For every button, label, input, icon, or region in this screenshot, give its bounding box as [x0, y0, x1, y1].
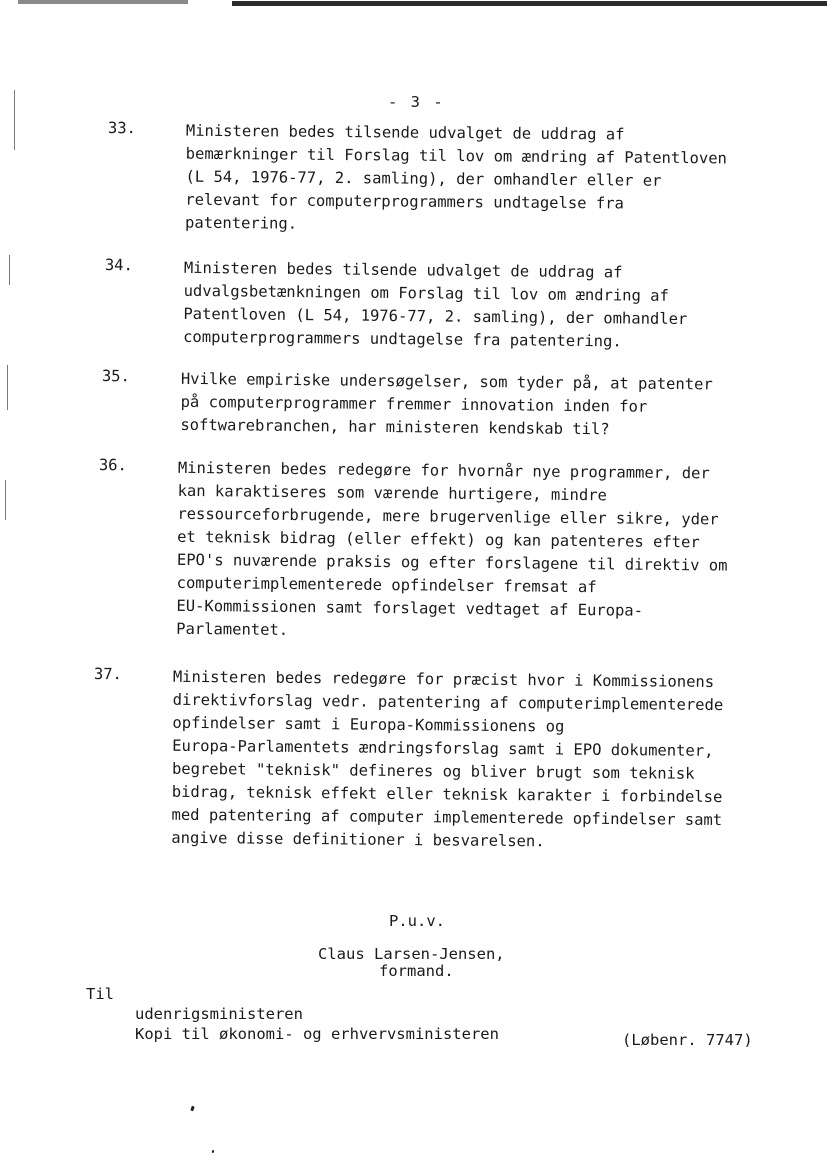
- text-line: bidrag, teknisk effekt eller teknisk karakter i forbindelse: [171, 782, 723, 807]
- signature-title: formand.: [379, 962, 454, 980]
- question-text: [176, 457, 728, 647]
- scan-edge-left: [18, 0, 188, 4]
- recipient-label: Til: [86, 985, 114, 1003]
- text-line: EU-Kommissionen samt forslaget vedtaget af Europa-: [176, 596, 644, 620]
- question-text: [183, 257, 688, 354]
- text-line: med patentering af computer implementerede opfindelser samt: [171, 805, 723, 830]
- text-line: (L 54, 1976-77, 2. samling), der omhandler eller er: [185, 167, 662, 190]
- text-line: et teknisk bidrag (eller effekt) og kan patenteres efter: [177, 527, 700, 552]
- text-line: EPO's nuværende praksis og efter forslagene til direktiv om: [176, 550, 728, 575]
- text-line: relevant for computerprogrammers undtagelse fra: [185, 190, 624, 213]
- scan-speck: [190, 1106, 195, 1112]
- scan-top-edge: [0, 0, 827, 7]
- text-line: angive disse definitioner i besvarelsen.: [171, 828, 545, 851]
- text-line: bemærkninger til Forslag til lov om ændring af Patentloven: [185, 144, 728, 168]
- signature-puv: P.u.v.: [389, 912, 445, 930]
- question-number: 37.: [93, 665, 122, 684]
- text-line: på computerprogrammer fremmer innovation inden for: [180, 392, 648, 416]
- question-number: 35.: [101, 367, 130, 386]
- text-line: Patentloven (L 54, 1976-77, 2. samling), der omhandler: [183, 304, 688, 329]
- text-line: Ministeren bedes tilsende udvalget de uddrag af: [185, 121, 625, 144]
- text-line: ressourceforbrugende, mere brugervenlige eller sikre, yder: [177, 504, 719, 529]
- text-line: opfindelser samt i Europa-Kommissionens og: [172, 713, 565, 736]
- text-line: Europa-Parlamentets ændringsforslag samt i EPO dokumenter,: [172, 736, 714, 760]
- question-text: [185, 120, 727, 240]
- question-number: 33.: [107, 119, 136, 138]
- text-line: softwarebranchen, har ministeren kendskab til?: [180, 415, 610, 439]
- question-text: [171, 666, 723, 855]
- text-line: kan karaktiseres som værende hurtigere, mindre: [177, 481, 607, 505]
- scan-edge-right: [232, 1, 827, 6]
- text-line: Ministeren bedes tilsende udvalget de uddrag af: [183, 258, 623, 282]
- scan-margin-mark: [14, 90, 15, 150]
- question-number: 36.: [98, 456, 127, 475]
- page-number: - 3 -: [388, 93, 445, 111]
- scan-margin-mark: [7, 365, 8, 410]
- recipient-copy: Kopi til økonomi- og erhvervsministeren: [135, 1025, 499, 1043]
- signature-name: Claus Larsen-Jensen,: [318, 945, 505, 963]
- scan-speck: [212, 1150, 215, 1154]
- scan-margin-mark: [9, 255, 10, 285]
- text-line: udvalgsbetænkningen om Forslag til lov om ændring af: [183, 281, 669, 305]
- question-text: [180, 368, 713, 443]
- text-line: Ministeren bedes redegøre for præcist hvor i Kommissionens: [172, 667, 715, 691]
- recipient-to: udenrigsministeren: [135, 1005, 303, 1023]
- text-line: begrebet "teknisk" defineres og bliver brugt som teknisk: [171, 759, 695, 783]
- reference-number: (Løbenr. 7747): [622, 1031, 753, 1049]
- text-line: patentering.: [185, 213, 298, 233]
- text-line: Ministeren bedes redegøre for hvornår nye programmer, der: [177, 458, 710, 483]
- scan-margin-mark: [5, 480, 6, 520]
- text-line: direktivforslag vedr. patentering af computerimplementerede: [172, 690, 724, 715]
- text-line: computerprogrammers undtagelse fra patentering.: [183, 327, 622, 351]
- text-line: computerimplementerede opfindelser fremsat af: [176, 573, 597, 597]
- text-line: Hvilke empiriske undersøgelser, som tyder på, at patenter: [180, 369, 713, 394]
- text-line: Parlamentet.: [176, 619, 289, 639]
- question-number: 34.: [104, 256, 133, 275]
